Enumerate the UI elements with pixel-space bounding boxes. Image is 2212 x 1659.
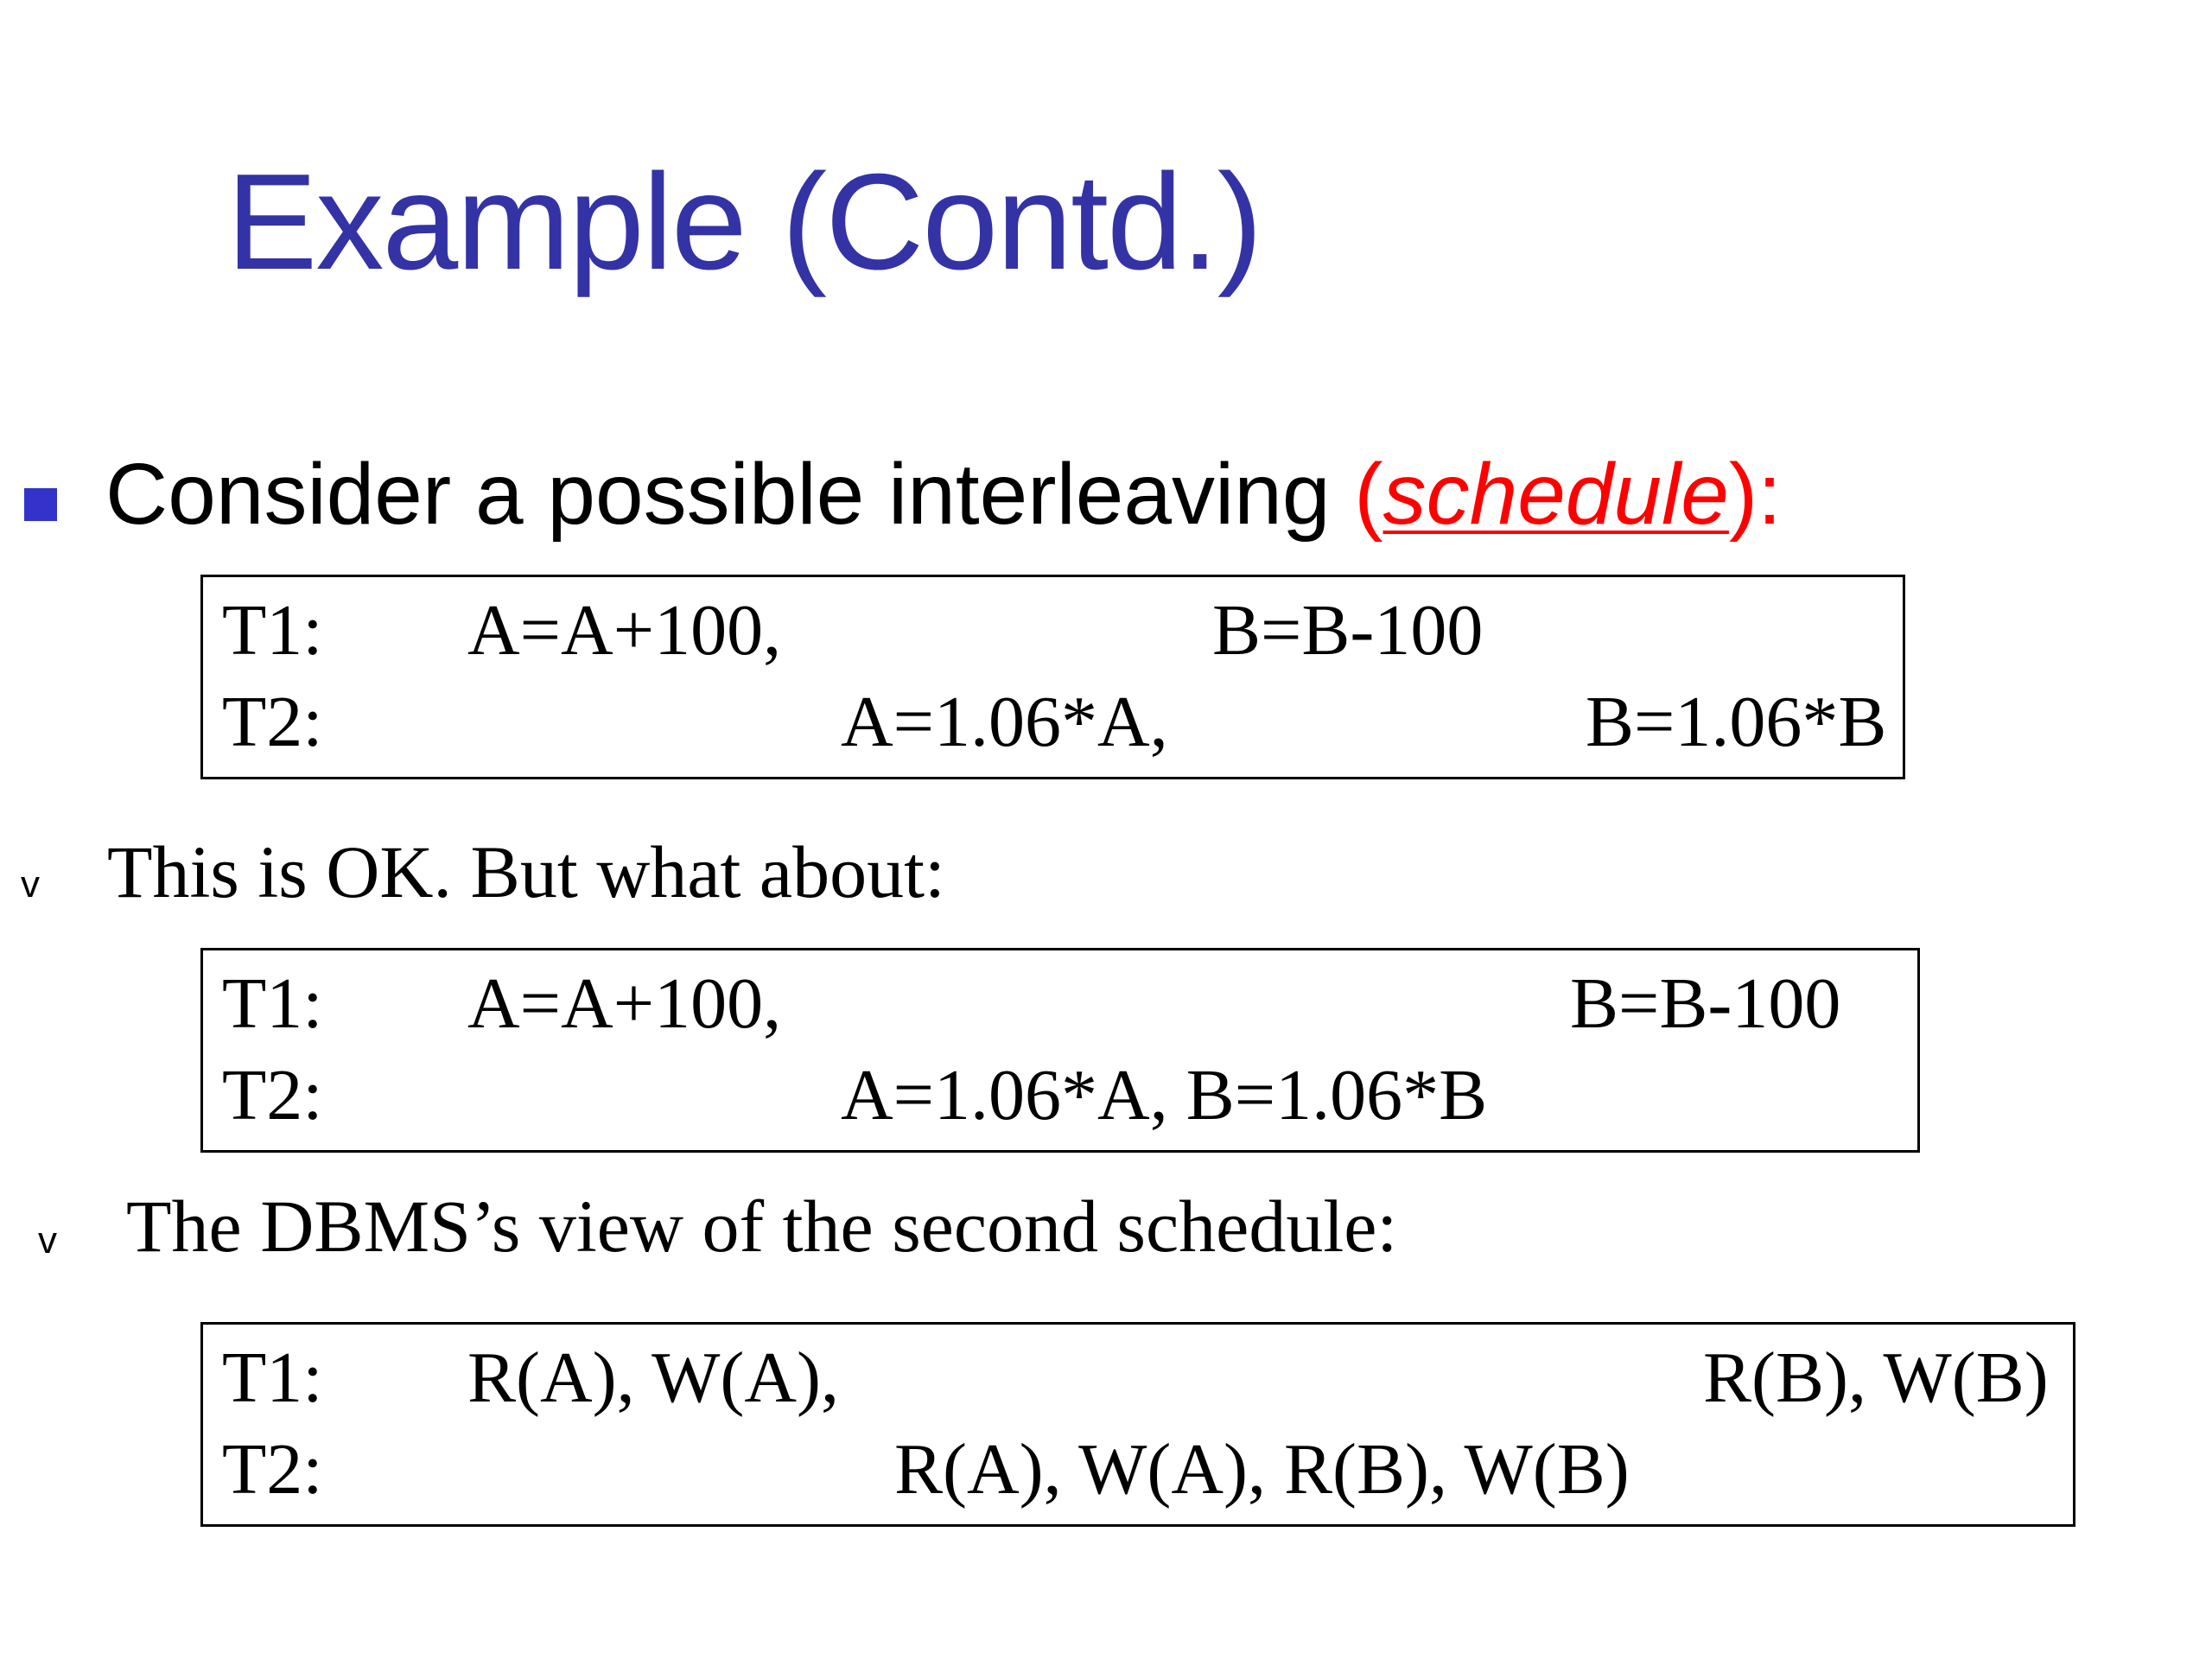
bullet-interleaving-text: Consider a possible interleaving <box>105 446 1355 543</box>
t2-op-2: B=1.06*B <box>1586 682 1887 762</box>
schedule-term: schedule <box>1382 446 1729 543</box>
t2-ops: R(A), W(A), R(B), W(B) <box>894 1429 1630 1510</box>
check-bullet-icon: v <box>38 1219 57 1262</box>
schedule-box-3 <box>200 1322 2075 1527</box>
t1-op-1: A=A+100, <box>467 963 782 1044</box>
t1-op-2: B=B-100 <box>1570 963 1841 1044</box>
t2-label: T2: <box>222 682 323 762</box>
bullet-dbms-view: The DBMS’s view of the second schedule: <box>126 1185 1398 1268</box>
t1-op-2: R(B), W(B) <box>1703 1338 2049 1418</box>
bullet-interleaving <box>105 446 1782 543</box>
t1-label: T1: <box>222 1338 323 1418</box>
slide-title: Example (Contd.) <box>226 146 1262 298</box>
check-bullet-icon: v <box>21 863 40 906</box>
t1-op-2: B=B-100 <box>1212 590 1484 671</box>
t1-label: T1: <box>222 963 323 1044</box>
open-paren: ( <box>1354 446 1383 543</box>
t2-label: T2: <box>222 1055 323 1135</box>
schedule-box-1 <box>200 575 1905 779</box>
close-paren: ): <box>1728 446 1782 543</box>
t1-op-1: R(A), W(A), <box>467 1338 840 1418</box>
t2-ops: A=1.06*A, B=1.06*B <box>841 1055 1488 1135</box>
t1-label: T1: <box>222 590 323 671</box>
t1-op-1: A=A+100, <box>467 590 782 671</box>
t2-op-1: A=1.06*A, <box>841 682 1168 762</box>
t2-label: T2: <box>222 1429 323 1510</box>
schedule-box-2 <box>200 948 1920 1153</box>
bullet-ok: This is OK. But what about: <box>107 830 945 913</box>
square-bullet-icon <box>24 488 57 521</box>
